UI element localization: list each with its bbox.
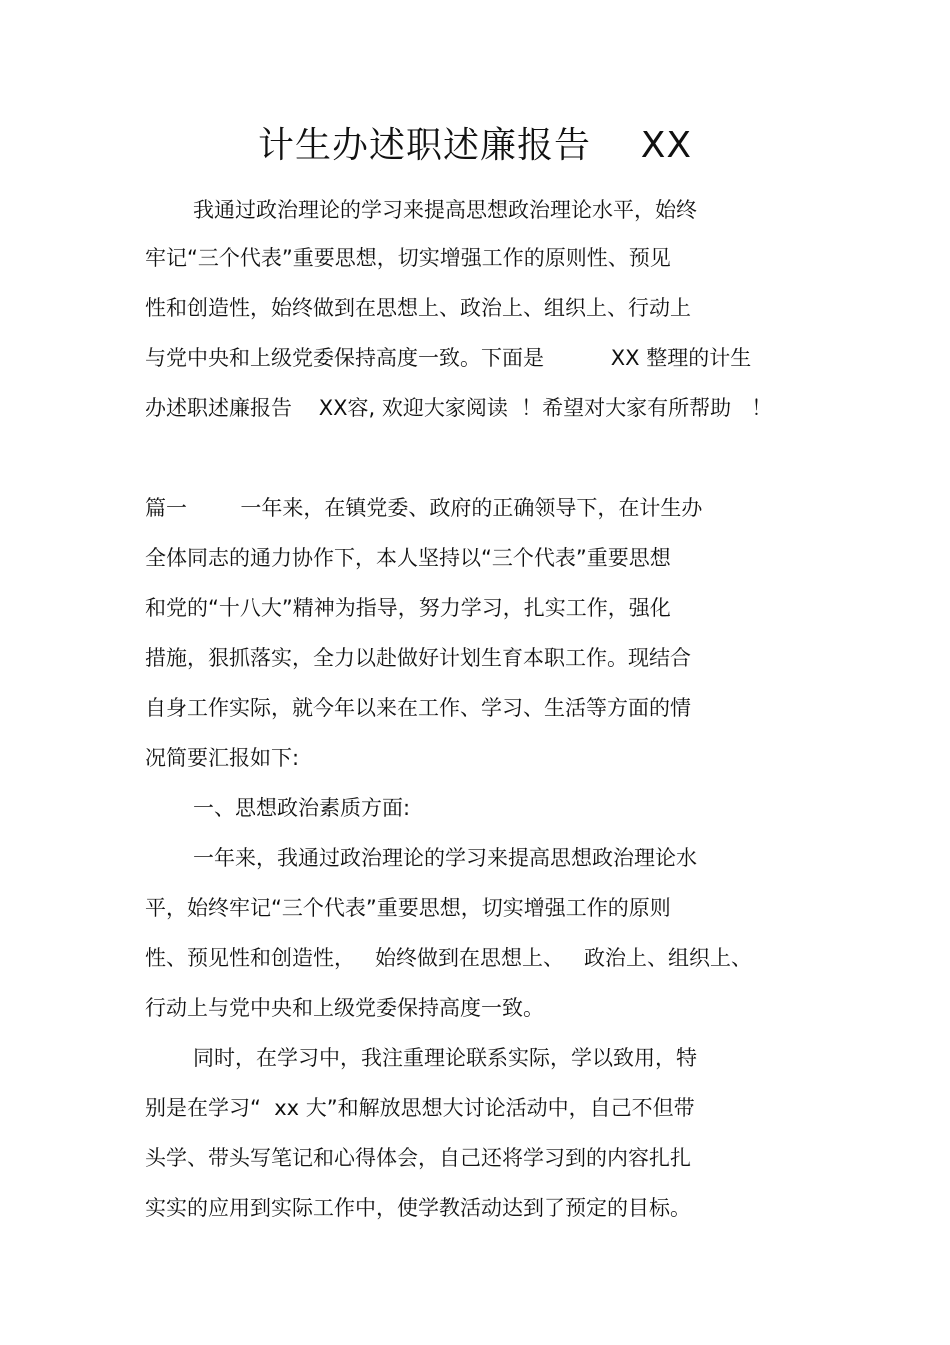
para3-line: 头学、带头写笔记和心得体会，自己还将学习到的内容扎扎 (145, 1146, 691, 1170)
section1-line: 篇一 一年来，在镇党委、政府的正确领导下，在计生办 (145, 496, 703, 520)
intro-line: 办述职述廉报告 XX容, 欢迎大家阅读 ！希望对大家有所帮助 ！ (145, 396, 773, 420)
para3-line: 实实的应用到实际工作中，使学教活动达到了预定的目标。 (145, 1196, 691, 1220)
para2-line: 平，始终牢记“三个代表”重要思想，切实增强工作的原则 (145, 896, 671, 920)
para2-line: 一年来，我通过政治理论的学习来提高思想政治理论水 (193, 846, 697, 870)
section-heading: 一、思想政治素质方面: (193, 796, 411, 820)
intro-line: 性和创造性，始终做到在思想上、政治上、组织上、行动上 (145, 296, 691, 320)
page-title: 计生办述职述廉报告 XX (257, 125, 693, 166)
section1-line: 自身工作实际，就今年以来在工作、学习、生活等方面的情 (145, 696, 691, 720)
para2-line: 行动上与党中央和上级党委保持高度一致。 (145, 996, 544, 1020)
para3-line: 同时，在学习中，我注重理论联系实际，学以致用，特 (193, 1046, 697, 1070)
intro-line: 牢记“三个代表”重要思想，切实增强工作的原则性、预见 (145, 246, 671, 270)
section1-line: 全体同志的通力协作下，本人坚持以“三个代表”重要思想 (145, 546, 671, 570)
intro-line: 我通过政治理论的学习来提高思想政治理论水平，始终 (193, 198, 697, 222)
para3-line: 别是在学习“ xx 大”和解放思想大讨论活动中，自己不但带 (145, 1096, 695, 1120)
section1-line: 措施，狠抓落实，全力以赴做好计划生育本职工作。现结合 (145, 646, 691, 670)
section1-line: 和党的“十八大”精神为指导，努力学习，扎实工作，强化 (145, 596, 671, 620)
intro-line: 与党中央和上级党委保持高度一致。下面是 XX 整理的计生 (145, 346, 752, 370)
section1-line: 况简要汇报如下: (145, 746, 300, 770)
para2-line: 性、预见性和创造性， 始终做到在思想上、 政治上、组织上、 (145, 946, 753, 970)
